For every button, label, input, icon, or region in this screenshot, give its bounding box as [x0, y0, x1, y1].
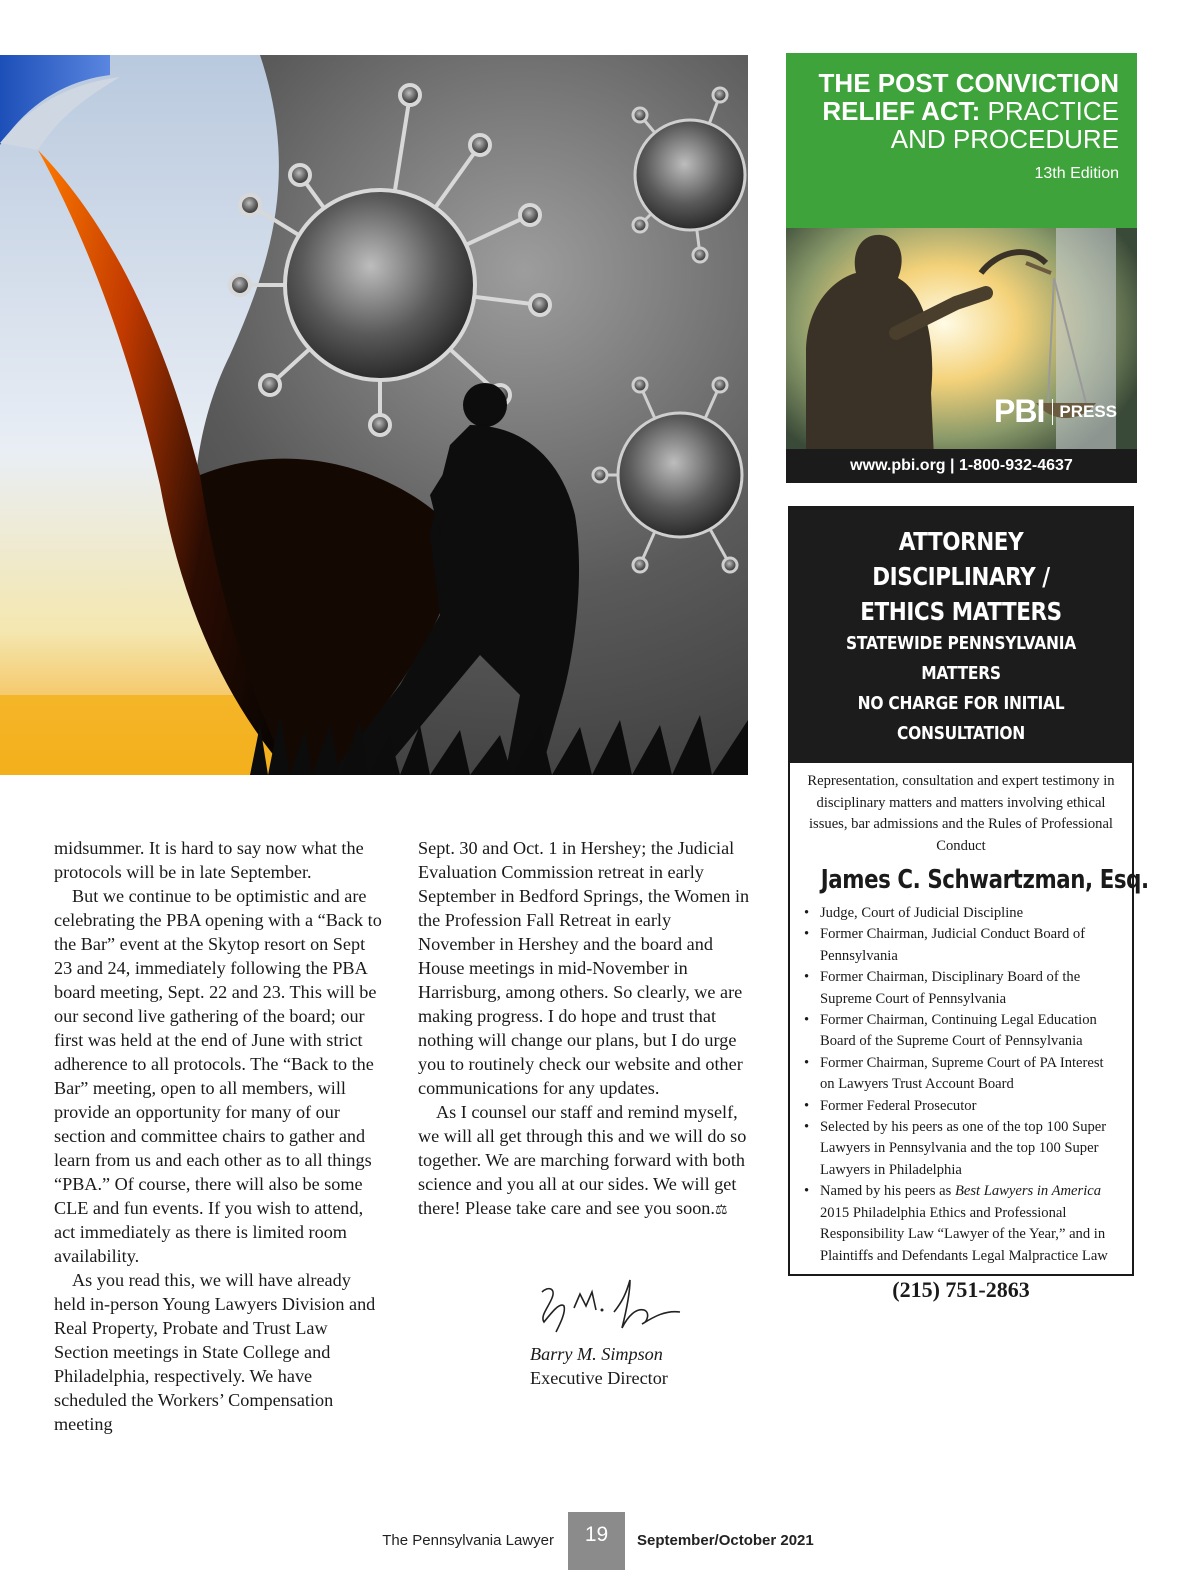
article-paragraph: Sept. 30 and Oct. 1 in Hershey; the Judicial Evaluation Commission retreat in early September in Bedford Springs, the Women in the Profession Fall Retreat in early November in Hershey and the board and House meetings in mid-November in Harrisburg, among others. So clearly, we are making progress. I do hope and trust that nothing will change our plans, but I do urge you to routinely check our website and other communications for any updates. — [418, 838, 750, 1098]
pbi-ad-edition: 13th Edition — [1034, 165, 1119, 182]
signature-name: Barry M. Simpson — [530, 1344, 663, 1364]
attorney-ad-subheading-1: STATEWIDE PENNSYLVANIA MATTERS — [846, 633, 1076, 684]
hero-illustration — [0, 55, 748, 775]
pbi-book-ad[interactable] — [786, 53, 1137, 483]
footer-page-number: 19 — [568, 1512, 625, 1570]
pbi-press-logo — [994, 393, 1117, 430]
credential-item: • Selected by his peers as one of the top 100 Super Lawyers in Pennsylvania and the top 100 Super Lawyers in Philadelphia — [804, 1117, 1118, 1181]
article-paragraph: As you read this, we will have already held in-person Young Lawyers Division and Real Property, Probate and Trust Law Section meetings in State College and Philadelphia, respectively. We have scheduled the Workers’ Compensation meeting — [54, 1270, 376, 1434]
credential-item: • Former Chairman, Disciplinary Board of the Supreme Court of Pennsylvania — [804, 967, 1118, 1010]
article-paragraph: But we continue to be optimistic and are celebrating the PBA opening with a “Back to the Bar” event at the Skytop resort on Sept 23 and 24, immediately following the PBA board meeting, Sept. 22 and 23. This will be our second live gathering of the board; our first was held at the end of June with strict adherence to all protocols. The “Back to the Bar” meeting, open to all members, will provide an opportunity for many of our section and committee chairs to gather and learn from us and each other as to all things “PBA.” Of course, there will also be some CLE and fun events. If you wish to attend, act immediately as there is limited room availability. — [54, 886, 382, 1266]
article-column-1 — [54, 836, 384, 1436]
credential-item — [804, 1181, 1118, 1267]
pbi-logo-divider — [1052, 399, 1053, 425]
credential-item: • Former Chairman, Continuing Legal Education Board of the Supreme Court of Pennsylvania — [804, 1010, 1118, 1053]
credential-text: 2015 Philadelphia Ethics and Professional Responsibility Law “Lawyer of the Year,” and in Plaintiffs and Defendants Legal Malpractice Law — [820, 1204, 1108, 1264]
pbi-ad-title-bold: THE POST CONVICTION RELIEF ACT: — [818, 68, 1119, 126]
pbi-ad-contact[interactable]: www.pbi.org | 1-800-932-4637 — [786, 449, 1137, 483]
article-paragraph — [418, 1100, 750, 1223]
credential-text: Named by his peers as — [820, 1183, 955, 1200]
virus-curtain-illustration — [0, 55, 748, 775]
credential-item: • Former Chairman, Supreme Court of PA Interest on Lawyers Trust Account Board — [804, 1053, 1118, 1096]
attorney-ad — [788, 506, 1149, 1302]
attorney-ad-intro: Representation, consultation and expert testimony in disciplinary matters and matters involving ethical issues, bar admissions and the Rules of Professional Conduct — [807, 773, 1115, 854]
handwritten-signature — [530, 1272, 690, 1340]
credential-item: • Former Federal Prosecutor — [804, 1096, 1118, 1117]
end-mark-icon: ⚖ — [714, 1203, 728, 1218]
attorney-ad-header — [790, 508, 1132, 763]
virus-lower-right — [593, 378, 742, 572]
attorney-ad-subheading-2: NO CHARGE FOR INITIAL CONSULTATION — [857, 693, 1065, 744]
attorney-ad-heading-1: ATTORNEY DISCIPLINARY / — [872, 527, 1050, 591]
page-footer — [0, 1512, 1200, 1570]
footer-issue-date: September/October 2021 — [637, 1532, 814, 1549]
virus-large — [230, 85, 550, 435]
virus-top-right — [633, 88, 745, 262]
credential-italic: Best Lawyers in America — [954, 1183, 1102, 1200]
signature-block — [530, 1272, 710, 1390]
pbi-ad-title — [789, 69, 1119, 153]
lady-justice-photo — [786, 183, 1137, 483]
footer-publication: The Pennsylvania Lawyer — [382, 1532, 554, 1549]
attorney-credentials — [790, 903, 1132, 1267]
article-closing-text: As I counsel our staff and remind myself, we will all get through this and we will do so together. We are marching forward with both science and you all at our sides. We will get there! Please take care and see you soon. — [418, 1102, 747, 1218]
pbi-logo-text: PBI — [994, 393, 1045, 429]
attorney-phone[interactable]: (215) 751-2863 — [892, 1276, 1030, 1302]
attorney-name: James C. Schwartzman, Esq. — [820, 865, 1149, 895]
signature-title: Executive Director — [530, 1368, 668, 1388]
article-column-2 — [418, 836, 750, 1223]
credential-item: • Judge, Court of Judicial Discipline — [804, 903, 1118, 924]
pbi-ad-title-regular: PRACTICE AND PROCEDURE — [890, 96, 1119, 154]
attorney-ad-heading-2: ETHICS MATTERS — [860, 597, 1062, 626]
credential-item: • Former Chairman, Judicial Conduct Board of Pennsylvania — [804, 924, 1118, 967]
pbi-logo-press: PRESS — [1059, 401, 1117, 421]
article-paragraph: midsummer. It is hard to say now what the protocols will be in late September. — [54, 838, 364, 882]
